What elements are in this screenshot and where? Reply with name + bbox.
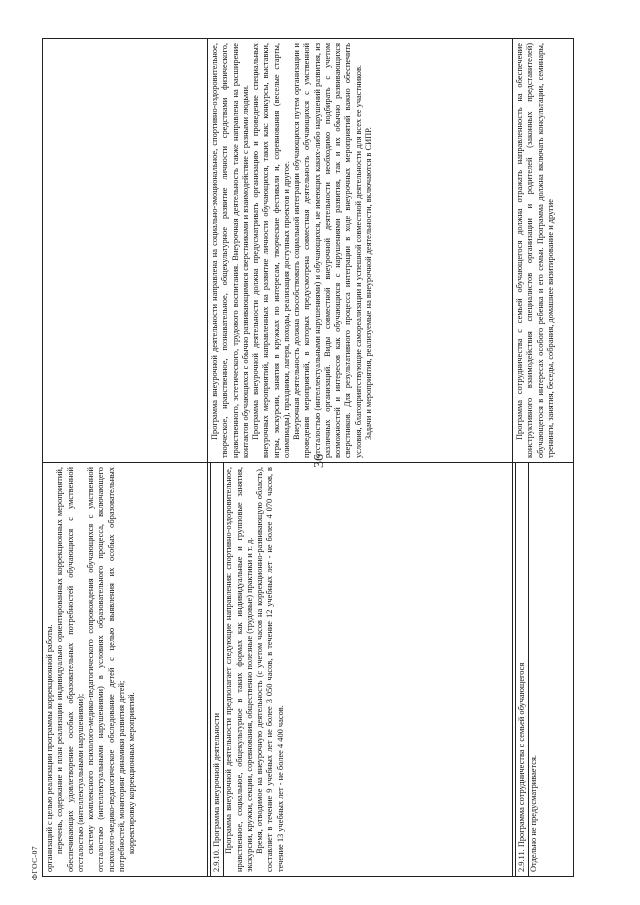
block2-right-p3: Внеурочная деятельность должна способствовать социальной интеграции обучающихся путем организации и проведения мероприятий, в которых предусмотрена совместная деятельность обучающихся с умственной отсталостью (интеллектуальными нарушениями) и обучающихся, не имеющих каких-либо нарушений развития, из различных организаций. Виды совместной внеурочной деятельности необходимо подбирать с учетом возможностей и интересов как обучающихся с нарушениями развития, так и их обычно развивающихся сверстников. Для результативного процесса интеграции в ходе внеурочных мероприятий важно обеспечить условия, благоприятствующие самореализации и успешной совместной деятельности для всех ее участников. — [292, 43, 363, 458]
page-number: 36 — [312, 454, 327, 468]
block1-right-cell — [43, 39, 208, 463]
block1-left-p1: организаций с целью реализации программы коррекционной работы. — [45, 624, 54, 872]
table-row — [513, 39, 574, 877]
section-heading-2-9-10: 2.9.10. Программа внеурочной деятельности — [210, 463, 224, 876]
block1-left-p3: систему комплексного психолого-медико-педагогического сопровождения обучающихся с умственной отсталостью (интеллектуальными нарушениями) в условиях образовательного процесса, включающего психолого-медико-педагогическое обследование детей с целью выявления их особых образовательных потребностей, мониторинг динамики развития детей; — [86, 467, 126, 872]
block2-left-p1: Программа внеурочной деятельности предполагает следующие направления: спортивно-оздоровительное, нравственное, социальное, общекультурное в таких формах как индивидуальные и групповые занятия, экскурсии, кружки, секции, соревнования, общественно полезные (трудовые) практики и т. д. — [224, 467, 254, 872]
block3-right-cell — [513, 39, 574, 463]
table-row — [43, 39, 208, 877]
block2-left-p2: Время, отводимое на внеурочную деятельность (с учетом часов на коррекционно-развивающую область), составляет в течение 9 учебных лет не более 3 050 часов, в течение 12 учебных лет - не более 4 070 часов, в течение 13 учебных лет - не более 4 400 часов. — [255, 467, 285, 872]
block2-right-p1: Программа внеурочной деятельности направлена на социально-эмоциональное, спортивно-оздоровительное, творческое, нравственное, познавательное, общекультурное развитие личности средствами физического, нравственного, эстетического, трудового воспитания. Внеурочная деятельность также направлена на расширение контактов обучающихся с обычно развивающимися сверстниками и взаимодействие с разными людьми. — [210, 43, 250, 458]
block1-left-p2: перечень, содержание и план реализации индивидуально ориентированных коррекционных мероприятий, обеспечивающих удовлетворение особых образовательных потребностей обучающихся с умственной отсталостью (интеллектуальными нарушениями); — [55, 467, 85, 872]
block3-left-p1: Отдельно не предусматривается. — [529, 755, 539, 872]
block2-left-cell — [208, 463, 513, 877]
table-row — [208, 39, 513, 877]
block1-left-cell — [43, 463, 208, 877]
block1-left-p4: корректировку коррекционных мероприятий. — [127, 692, 136, 854]
block2-right-p4: Задачи и мероприятия, реализуемые на внеурочной деятельности, включаются в СИПР. — [363, 127, 373, 440]
section-heading-2-9-11: 2.9.11. Программа сотрудничества с семьей обучающегося — [515, 463, 529, 876]
block2-right-cell — [208, 39, 513, 463]
footer-code: ФГОС-07 — [30, 845, 39, 880]
block3-right-p1: Программа сотрудничества с семьей обучающегося должна отражать направленность на обеспечение конструктивного взаимодействия специалистов организации и родителей (законных представителей) обучающегося в интересах особого ребенка и его семьи. Программа должна включать консультации, семинары, тренинги, занятия, беседы, собрания, домашнее визитирование и другие — [515, 43, 555, 458]
document-table-sheet — [42, 43, 574, 877]
block2-right-p2: Программа внеурочной деятельности должна предусматривать организацию и проведение специальных внеурочных мероприятий, направленных на развитие личности обучающихся, таких как: конкурсы, выставки, игры, экскурсии, занятия в кружках по интересам, творческие фестивали и, соревнования (веселые старты, олимпиады), праздники, лагеря, походы, реализация доступных проектов и другое. — [251, 43, 291, 458]
standards-comparison-table — [42, 38, 574, 877]
block3-left-cell — [513, 463, 574, 877]
